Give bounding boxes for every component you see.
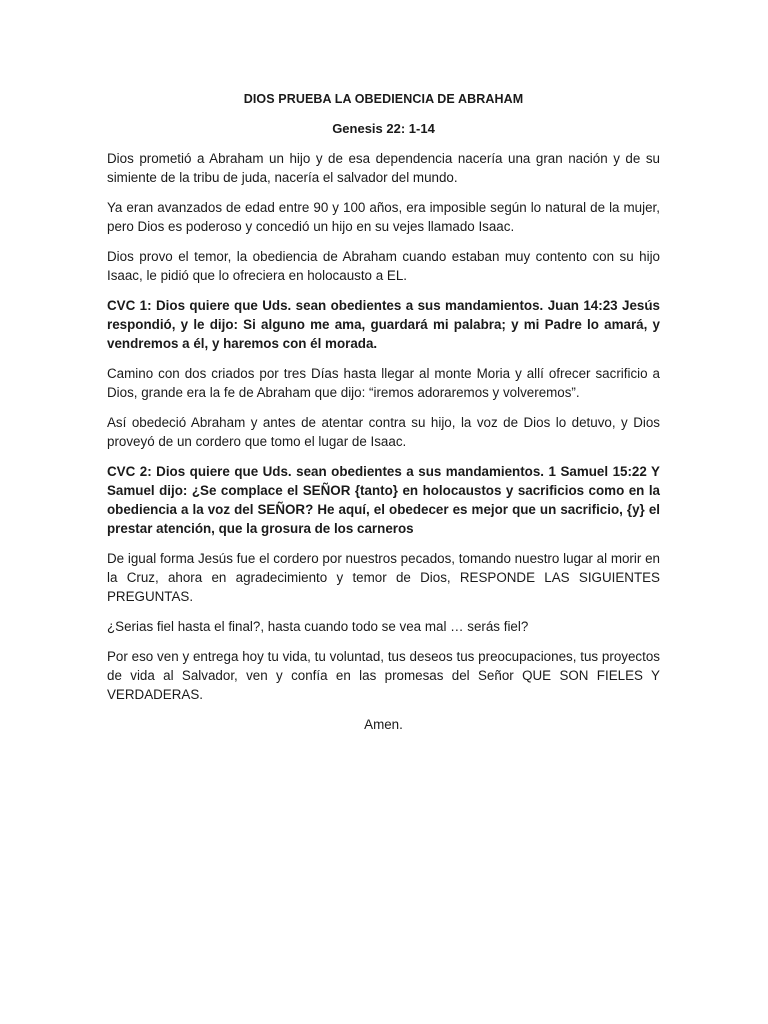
paragraph-promise: Dios prometió a Abraham un hijo y de esa dependencia nacería una gran nación y de su simiente de la tribu de juda, nacería el salvador del mundo. <box>107 151 660 185</box>
paragraph-question: ¿Serias fiel hasta el final?, hasta cuando todo se vea mal … serás fiel? <box>107 619 529 634</box>
closing-amen: Amen. <box>364 717 403 732</box>
paragraph-cvc1: CVC 1: Dios quiere que Uds. sean obedientes a sus mandamientos. Juan 14:23 Jesús respondió, y le dijo: Si alguno me ama, guardará mi palabra; y mi Padre lo amará, y vendremos a él, y haremos con él morada. <box>107 298 660 351</box>
paragraph-lamb: De igual forma Jesús fue el cordero por nuestros pecados, tomando nuestro lugar al morir en la Cruz, ahora en agradecimiento y temor de Dios, RESPONDE LAS SIGUIENTES PREGUNTAS. <box>107 551 660 604</box>
document-title: DIOS PRUEBA LA OBEDIENCIA DE ABRAHAM <box>243 92 524 106</box>
paragraph-age: Ya eran avanzados de edad entre 90 y 100 años, era imposible según lo natural de la mujer, pero Dios es poderoso y concedió un hijo en su vejes llamado Isaac. <box>107 200 660 234</box>
paragraph-test: Dios provo el temor, la obediencia de Abraham cuando estaban muy contento con su hijo Isaac, le pidió que lo ofreciera en holocausto a EL. <box>107 249 660 283</box>
paragraph-cvc2: CVC 2: Dios quiere que Uds. sean obedientes a sus mandamientos. 1 Samuel 15:22 Y Samuel dijo: ¿Se complace el SEÑOR {tanto} en holocaustos y sacrificios como en la obediencia a la voz del SEÑOR? He aquí, el obedecer es mejor que un sacrificio, {y} el prestar atención, que la grosura de los carneros <box>107 464 660 536</box>
paragraph-obedience: Así obedeció Abraham y antes de atentar contra su hijo, la voz de Dios lo detuvo, y Dios proveyó de un cordero que tomo el lugar de Isaac. <box>107 415 660 449</box>
paragraph-invitation: Por eso ven y entrega hoy tu vida, tu voluntad, tus deseos tus preocupaciones, tus proyectos de vida al Salvador, ven y confía en las promesas del Señor QUE SON FIELES Y VERDADERAS. <box>107 649 660 702</box>
scripture-reference: Genesis 22: 1-14 <box>332 121 435 136</box>
paragraph-journey: Camino con dos criados por tres Días hasta llegar al monte Moria y allí ofrecer sacrificio a Dios, grande era la fe de Abraham que dijo: “iremos adoraremos y volveremos”. <box>107 366 660 400</box>
